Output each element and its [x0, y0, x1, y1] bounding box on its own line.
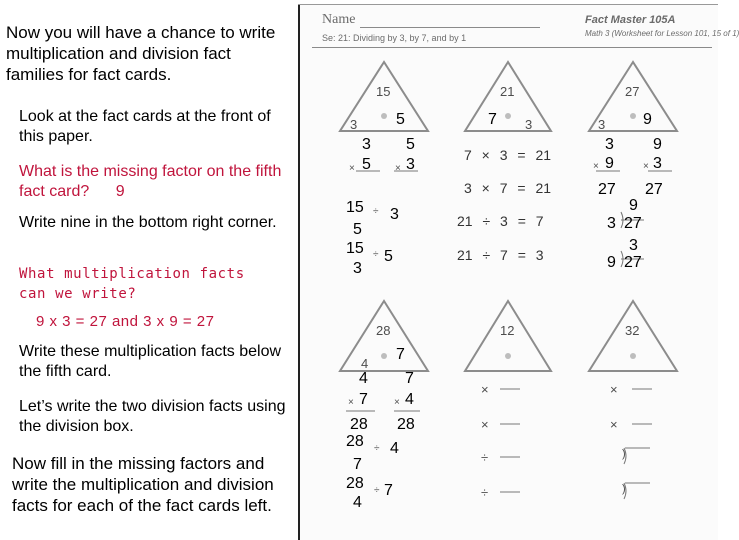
triangle-dot-4 — [381, 353, 387, 359]
answer-facts: 9 x 3 = 27 and 3 x 9 = 27 — [36, 313, 215, 330]
card6-top: 32 — [625, 323, 640, 338]
card1-times-1: × — [349, 163, 355, 174]
card4-times-2: × — [394, 397, 400, 408]
card5-top: 12 — [500, 323, 515, 338]
triangle-dot-2 — [505, 113, 511, 119]
name-label: Name — [322, 12, 356, 27]
card1-mult2-a: 5 — [406, 136, 415, 153]
card4-mult2-product: 28 — [397, 416, 415, 433]
card3-div1-quotient: 9 — [629, 197, 638, 214]
card3-mult2-b: 3 — [653, 155, 662, 172]
card4-mult1-a: 4 — [359, 370, 368, 387]
card4-times-1: × — [348, 397, 354, 408]
card5-op-1: × — [481, 382, 489, 397]
card5-op-4: ÷ — [481, 485, 489, 500]
intro-text: Now you will have a chance to write multiplication and division fact families for fact cards. — [6, 23, 276, 84]
card1-div1-divisor: 3 — [390, 206, 399, 223]
card6-op-2: × — [610, 417, 618, 432]
triangle-dot-1 — [381, 113, 387, 119]
card1-div2-divisor: 5 — [384, 248, 393, 265]
card3-div2-quotient: 3 — [629, 237, 638, 254]
brand-title: Fact Master 105A — [585, 14, 676, 26]
card3-mult2-a: 9 — [653, 136, 662, 153]
card2-fact-4: 21 ÷ 7 = 3 — [457, 247, 544, 263]
card3-div2-dividend: 27 — [624, 254, 642, 271]
question-text: What is the missing factor on the fifth fact card? — [19, 163, 282, 200]
card1-div2-quotient: 3 — [353, 260, 362, 277]
instruction-look: Look at the fact cards at the front of this paper. — [19, 108, 271, 145]
card2-fact-1: 7 × 3 = 21 — [464, 147, 552, 163]
card3-times-1: × — [593, 161, 599, 172]
card3-div1-dividend: 27 — [624, 215, 642, 232]
question-facts: What multiplication facts can we write? — [19, 266, 245, 302]
card4-hw-right: 7 — [396, 346, 405, 363]
card6-div-box-1: ) — [622, 448, 626, 460]
card1-div2-op: ÷ — [373, 249, 379, 260]
card4-mult2-b: 4 — [405, 391, 414, 408]
card2-fact-3: 21 ÷ 3 = 7 — [457, 213, 544, 229]
card3-mult1-product: 27 — [598, 181, 616, 198]
card1-mult1-b: 5 — [362, 156, 371, 173]
card4-div2-op: ÷ — [374, 485, 380, 496]
card2-top: 21 — [500, 84, 515, 99]
card6-op-1: × — [610, 382, 618, 397]
card2-fact-2: 3 × 7 = 21 — [464, 180, 552, 196]
card3-top: 27 — [625, 84, 640, 99]
instruction-write-mult: Write these multiplication facts below the fifth card. — [19, 343, 282, 380]
card2-hw-left: 7 — [488, 111, 497, 128]
card1-times-2: × — [395, 163, 401, 174]
instruction-write-nine: Write nine in the bottom right corner. — [19, 214, 277, 231]
card1-div1-op: ÷ — [373, 206, 379, 217]
card5-op-3: ÷ — [481, 450, 489, 465]
question-answer: 9 — [115, 183, 125, 200]
card3-left: 3 — [598, 117, 606, 132]
card2-right: 3 — [525, 117, 533, 132]
card5-op-2: × — [481, 417, 489, 432]
card4-div2-quotient: 4 — [353, 494, 362, 511]
instruction-division: Let’s write the two division facts using the division box. — [19, 398, 286, 435]
triangle-dot-3 — [630, 113, 636, 119]
triangle-dot-5 — [505, 353, 511, 359]
card3-mult1-a: 3 — [605, 136, 614, 153]
card3-div1-divisor: 3 — [607, 215, 616, 232]
worksheet-subtitle: Se: 21: Dividing by 3, by 7, and by 1 — [322, 33, 467, 43]
card1-div1-quotient: 5 — [353, 221, 362, 238]
card3-mult1-b: 9 — [605, 155, 614, 172]
card3-div2-divisor: 9 — [607, 254, 616, 271]
card1-hw-right: 5 — [396, 111, 405, 128]
card3-mult2-product: 27 — [645, 181, 663, 198]
triangle-dot-6 — [630, 353, 636, 359]
instruction-fill-missing: Now fill in the missing factors and write the multiplication and division facts for each of the fact cards left. — [12, 454, 274, 515]
card1-mult1-a: 3 — [362, 136, 371, 153]
card4-top: 28 — [376, 323, 391, 338]
brand-subtitle: Math 3 (Worksheet for Lesson 101, 15 of 1) — [585, 29, 739, 38]
card1-div1-dividend: 15 — [346, 199, 364, 216]
card6-div-box-2: ) — [622, 483, 626, 495]
card4-left: 4 — [361, 356, 369, 371]
card4-div2-divisor: 7 — [384, 482, 393, 499]
card3-times-2: × — [643, 161, 649, 172]
card1-left: 3 — [350, 117, 358, 132]
card4-div1-dividend: 28 — [346, 433, 364, 450]
card1-mult2-b: 3 — [406, 156, 415, 173]
card3-hw-right: 9 — [643, 111, 652, 128]
card4-mult1-b: 7 — [359, 391, 368, 408]
card4-div1-divisor: 4 — [390, 440, 399, 457]
card4-div1-quotient: 7 — [353, 456, 362, 473]
card4-mult2-a: 7 — [405, 370, 414, 387]
card1-top: 15 — [376, 84, 391, 99]
card4-div2-dividend: 28 — [346, 475, 364, 492]
card1-div2-dividend: 15 — [346, 240, 364, 257]
card4-div1-op: ÷ — [374, 443, 380, 454]
card4-mult1-product: 28 — [350, 416, 368, 433]
